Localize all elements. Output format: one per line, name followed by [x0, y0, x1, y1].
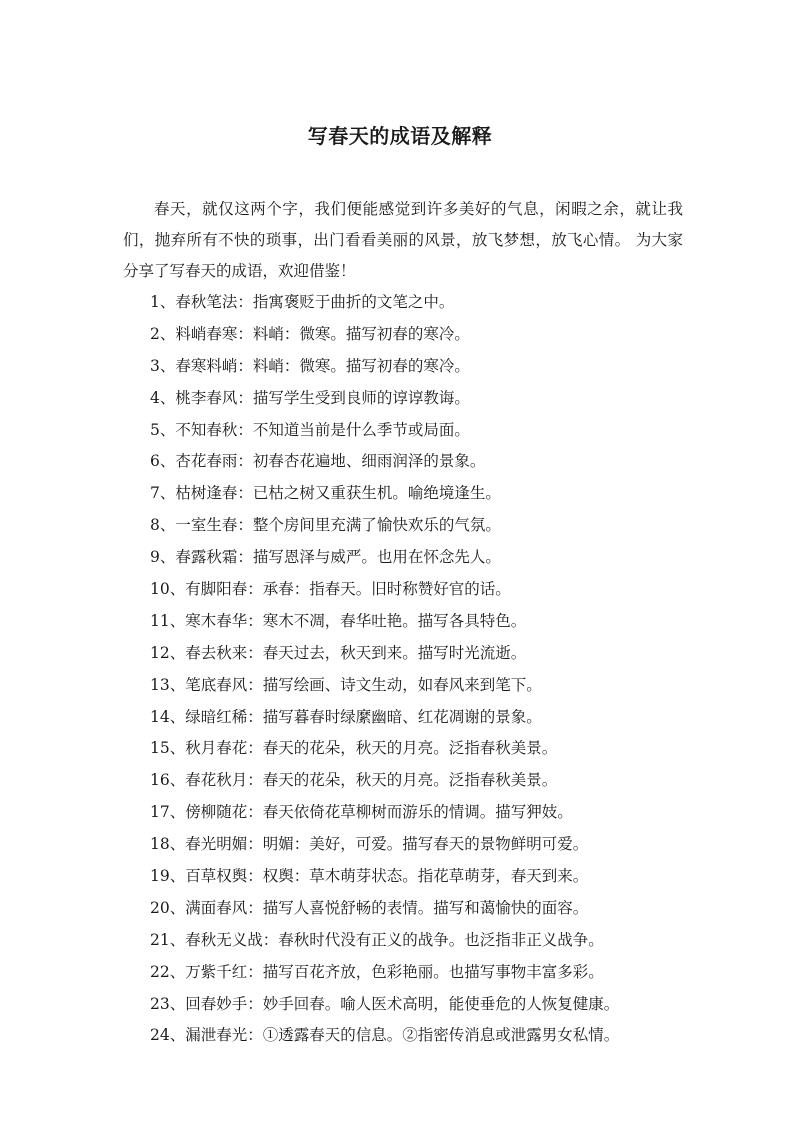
list-item: 3、春寒料峭：料峭：微寒。描写初春的寒冷。 [150, 356, 470, 375]
list-item: 16、春花秋月：春天的花朵，秋天的月亮。泛指春秋美景。 [150, 771, 558, 790]
list-item: 14、绿暗红稀：描写暮春时绿縻幽暗、红花凋谢的景象。 [150, 707, 542, 726]
list-item: 8、一室生春：整个房间里充满了愉快欢乐的气氛。 [150, 516, 501, 535]
list-item: 11、寒木春华：寒木不凋，春华吐艳。描写各具特色。 [150, 611, 527, 630]
list-item: 1、春秋笔法：指寓褒贬于曲折的文笔之中。 [150, 293, 455, 311]
list-item: 17、傍柳随花：春天依倚花草柳树而游乐的情调。描写狎妓。 [150, 803, 573, 822]
list-item: 9、春露秋霜：描写恩泽与威严。也用在怀念先人。 [150, 548, 501, 567]
intro-paragraph: 春天，就仅这两个字，我们便能感觉到许多美好的气息，闲暇之余，就让我们，抛弃所有不快的琐事，出门看看美丽的风景，放飞梦想，放飞心情。 为大家分享了写春天的成语，欢迎借鉴！ [123, 200, 683, 280]
idiom-list [150, 287, 710, 1052]
list-item: 24、漏泄春光：①透露春天的信息。②指密传消息或泄露男女私情。 [150, 1026, 620, 1045]
list-item: 2、料峭春寒：料峭：微寒。描写初春的寒冷。 [150, 324, 470, 343]
list-item: 12、春去秋来：春天过去，秋天到来。描写时光流逝。 [150, 643, 527, 662]
list-item: 18、春光明媚：明媚：美好，可爱。描写春天的景物鲜明可爱。 [150, 835, 589, 854]
list-item: 20、满面春风：描写人喜悦舒畅的表情。描写和蔼愉快的面容。 [150, 898, 589, 917]
list-item: 10、有脚阳春：承春：指春天。旧时称赞好官的话。 [150, 580, 511, 599]
list-item: 15、秋月春花：春天的花朵，秋天的月亮。泛指春秋美景。 [150, 739, 558, 758]
list-item: 4、桃李春风：描写学生受到良师的谆谆教诲。 [150, 388, 470, 407]
list-item: 13、笔底春风：描写绘画、诗文生动，如春风来到笔下。 [150, 675, 542, 694]
list-item: 6、杏花春雨：初春杏花遍地、细雨润泽的景象。 [150, 452, 486, 471]
document-title: 写春天的成语及解释 [307, 124, 493, 148]
list-item: 5、不知春秋：不知道当前是什么季节或局面。 [150, 420, 470, 439]
list-item: 7、枯树逢春：已枯之树又重获生机。喻绝境逢生。 [150, 484, 501, 503]
list-item: 22、万紫千红：描写百花齐放，色彩艳丽。也描写事物丰富多彩。 [150, 962, 604, 981]
list-item: 23、回春妙手：妙手回春。喻人医术高明，能使垂危的人恢复健康。 [150, 994, 620, 1013]
list-item: 19、百草权舆：权舆：草木萌芽状态。指花草萌芽，春天到来。 [150, 867, 589, 886]
list-item: 21、春秋无义战：春秋时代没有正义的战争。也泛指非正义战争。 [150, 930, 604, 949]
